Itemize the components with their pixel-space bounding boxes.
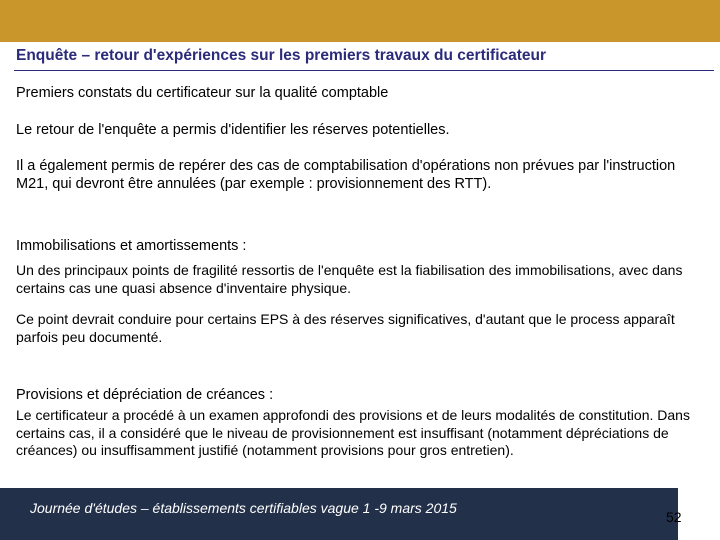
intro-paragraph-2: Il a également permis de repérer des cas de comptabilisation d'opérations non prévues par l'instruction M21, qui devront être annulées (par exemple : provisionnement des RTT). (16, 158, 676, 192)
intro-paragraph-1: Le retour de l'enquête a permis d'identifier les réserves potentielles. (16, 122, 450, 138)
section-1-paragraph-1: Un des principaux points de fragilité ressortis de l'enquête est la fiabilisation des immobilisations, avec dans certains cas une quasi absence d'inventaire physique. (16, 262, 683, 296)
section-heading-immobilisations: Immobilisations et amortissements : (16, 238, 247, 254)
page-number: 52 (666, 509, 682, 525)
section-1-paragraph-2: Ce point devrait conduire pour certains EPS à des réserves significatives, d'autant que le process apparaît parfois peu documenté. (16, 311, 675, 345)
top-banner (0, 0, 720, 42)
slide-subtitle: Premiers constats du certificateur sur la qualité comptable (16, 85, 389, 101)
footer-text: Journée d'études – établissements certifiables vague 1 -9 mars 2015 (30, 500, 457, 516)
slide-title: Enquête – retour d'expériences sur les premiers travaux du certificateur (16, 47, 547, 64)
section-heading-provisions: Provisions et dépréciation de créances : (16, 387, 274, 403)
footer-bar (0, 488, 678, 540)
section-2-paragraph-1: Le certificateur a procédé à un examen approfondi des provisions et de leurs modalités de constitution. Dans certains cas, il a considéré que le niveau de provisionnement est insuffisant (notamment dépréciations de créances) ou insuffisamment justifié (notamment provisions pour gros entretien). (16, 407, 690, 458)
title-divider (14, 70, 714, 71)
